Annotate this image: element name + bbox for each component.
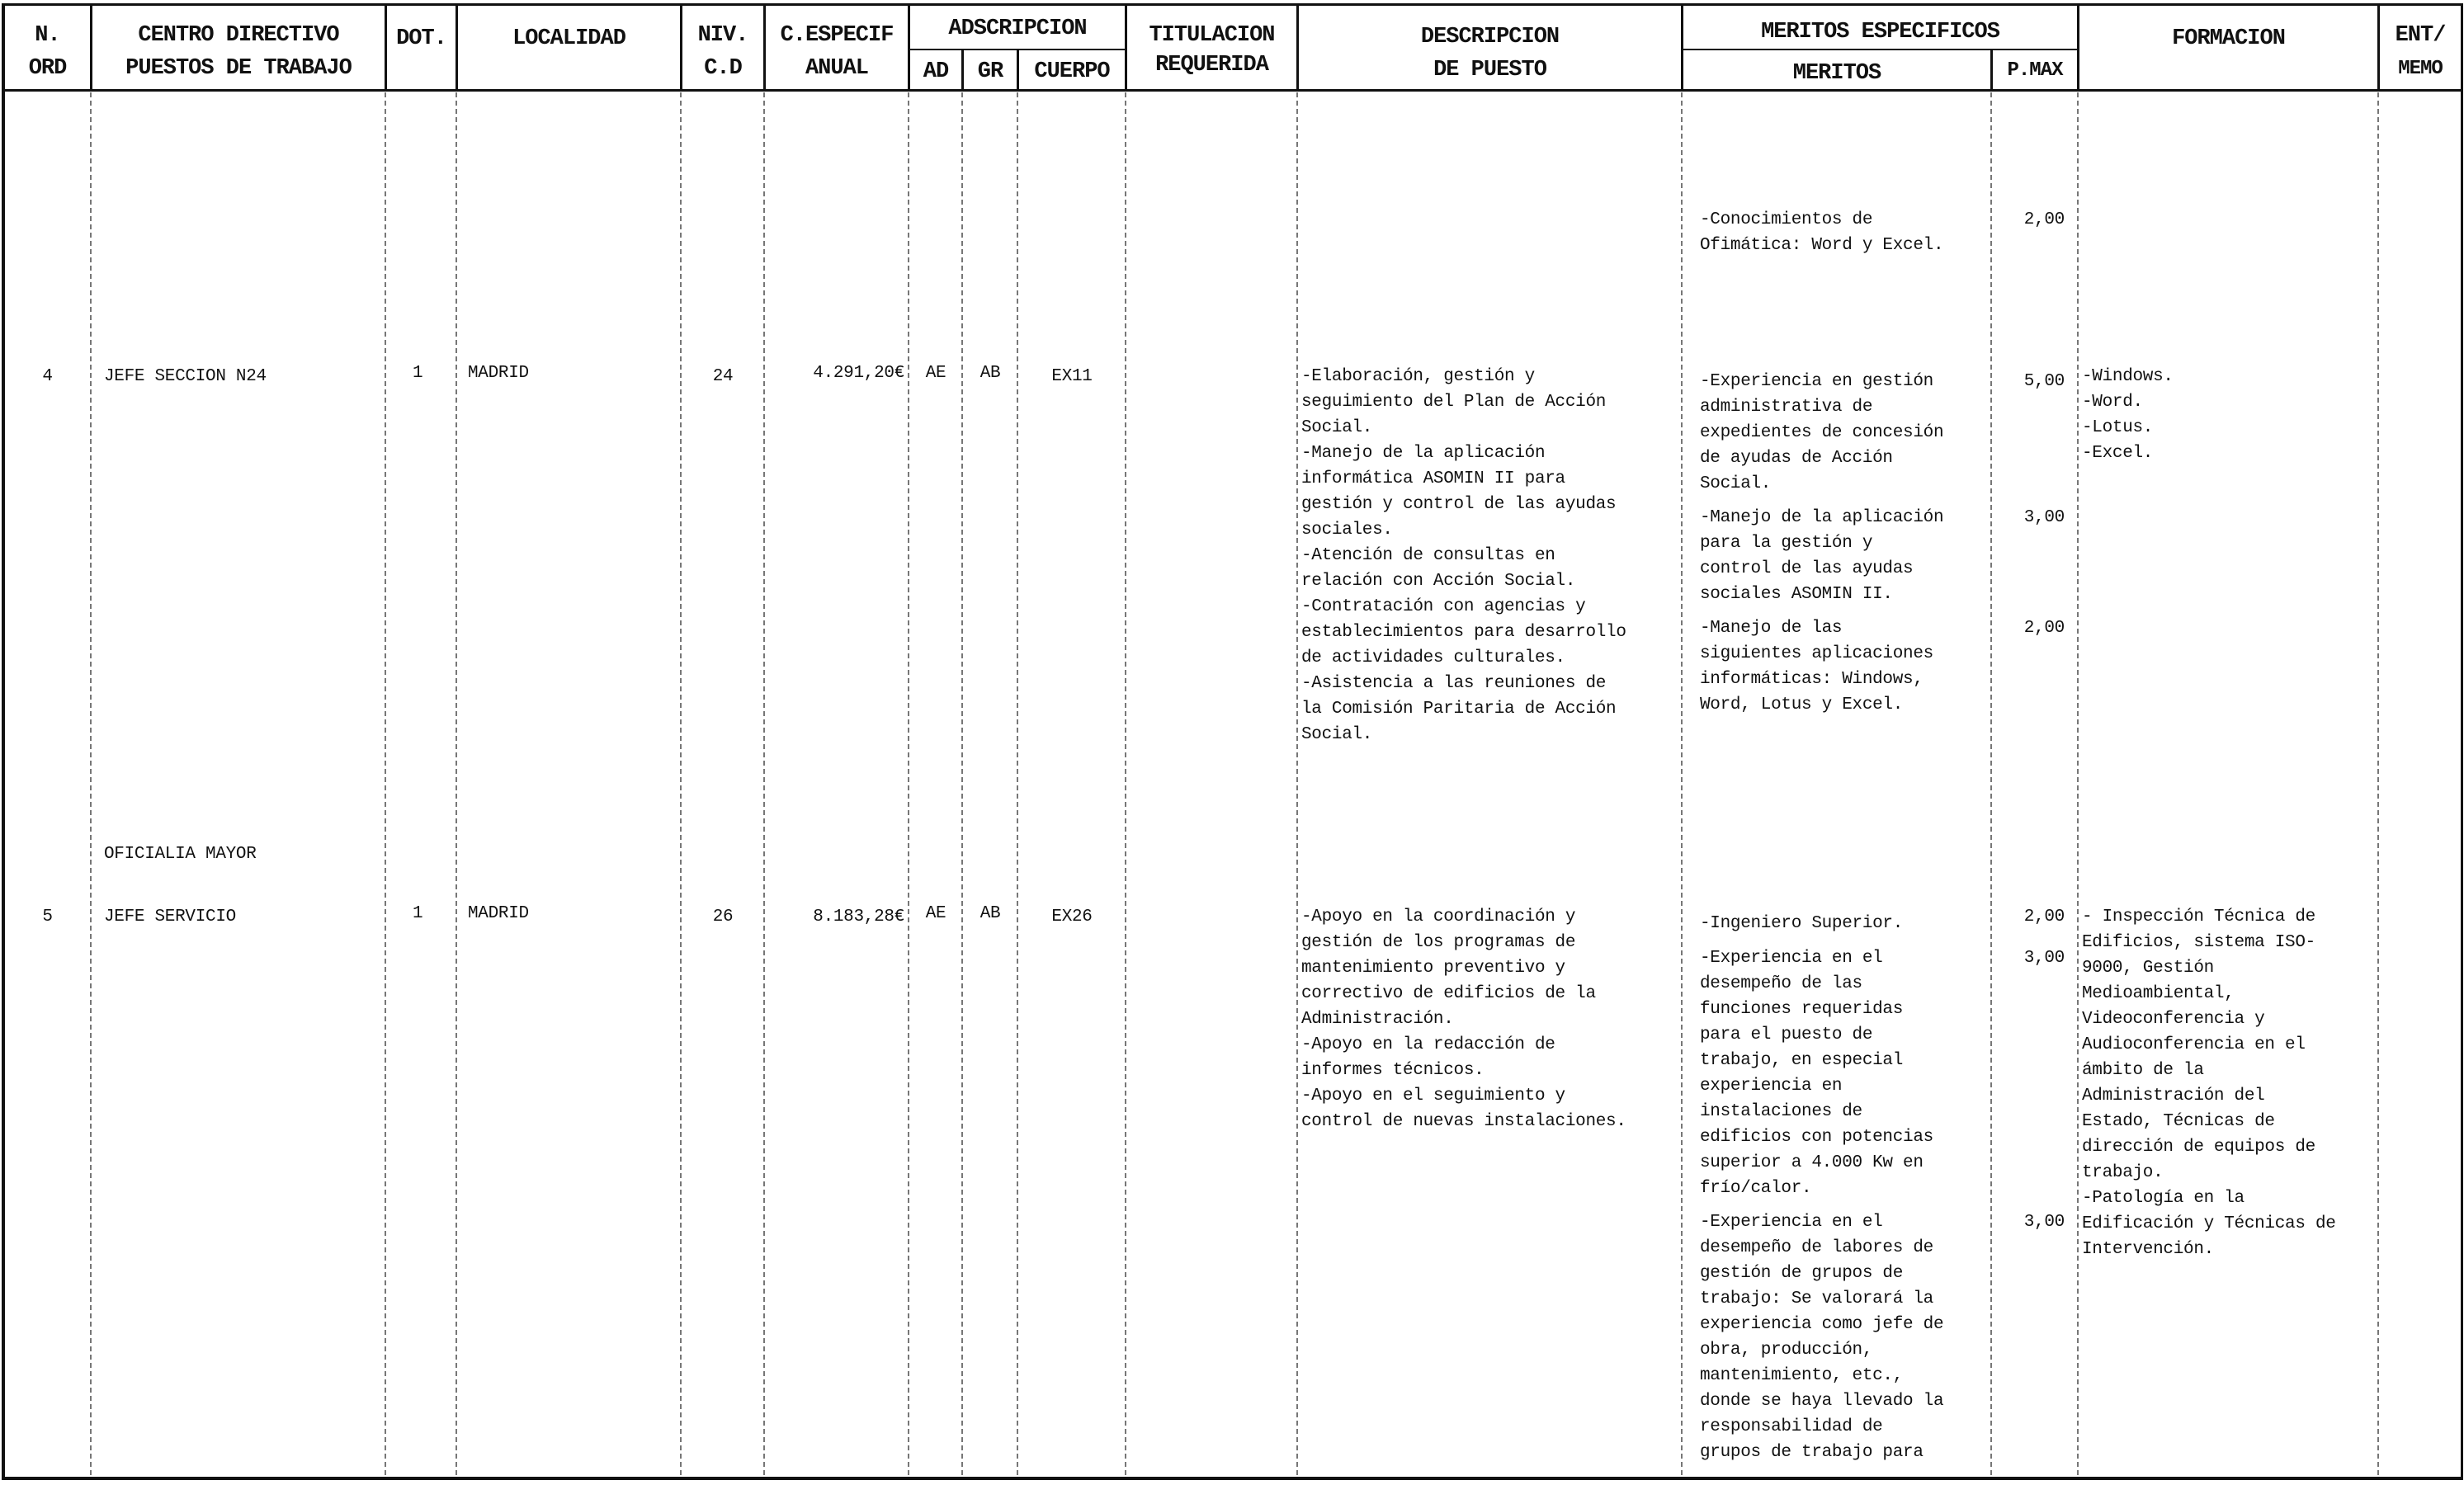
formacion: -Windows. -Word. -Lotus. -Excel. [2082,367,2174,463]
merito-text: -Experiencia en el desempeño de las funciones requeridas para el puesto de trabajo, en especial experiencia en instalaciones de edificios con potencias superior a 4.000 Kw en frío/calor. [1700,949,1933,1198]
merito-pmax: 2,00 [2023,908,2065,926]
complemento-especifico: 4.291,20€ [813,364,904,383]
header-dot: DOT. [396,26,446,51]
header-entmemo: ENT/ [2395,23,2446,48]
merito-text: -Conocimientos de Ofimática: Word y Excel. [1700,210,1944,255]
descripcion: -Apoyo en la coordinación y gestión de los programas de mantenimiento preventivo y correctivo de edificios de la Administración. -Apoyo en la redacción de informes técnicos. -Apoyo en el seguimiento y control de nuevas instalaciones. [1301,908,1626,1131]
adscripcion-ad: AE [925,364,946,383]
header-niv: C.D [704,56,742,81]
puesto: JEFE SERVICIO [104,908,236,926]
header-bottom-border [3,89,2462,92]
cuerpo: EX11 [1051,367,1093,386]
merito-pmax: 3,00 [2023,1213,2065,1232]
column-divider [1990,92,1992,1475]
header-gr: GR [977,59,1003,84]
centro-directivo: OFICIALIA MAYOR [104,845,257,864]
merito-text: -Manejo de las siguientes aplicaciones informáticas: Windows, Word, Lotus y Excel. [1700,619,1933,714]
column-divider [90,92,92,1475]
header-n-ord [5,56,90,81]
column-divider [908,92,909,1475]
header-localidad: LOCALIDAD [512,26,625,51]
header-cuerpo: CUERPO [1034,59,1110,84]
column-divider [680,92,682,1475]
column-divider [2377,92,2379,1475]
merito-text: -Ingeniero Superior. [1700,914,1904,933]
merito-text: -Manejo de la aplicación para la gestión y control de las ayudas sociales ASOMIN II. [1700,508,1944,604]
column-divider [1125,92,1126,1475]
header-n-ord [5,23,90,48]
row-number: 5 [42,908,53,926]
merito-pmax: 2,00 [2023,210,2065,229]
column-divider [456,92,457,1475]
header-centro: CENTRO DIRECTIVO [138,23,339,48]
puesto: JEFE SECCION N24 [104,367,267,386]
formacion: - Inspección Técnica de Edificios, sistema ISO- 9000, Gestión Medioambiental, Videoconferencia y Audioconferencia en el ámbito de la Administración del Estado, Técnicas de dirección de equipos de trabajo. -Patología en la Edificación y Técnicas de Intervención. [2082,908,2336,1259]
adscripcion-gr: AB [979,364,1001,383]
merito-pmax: 2,00 [2023,619,2065,638]
header-titulacion: REQUERIDA [1155,53,1268,78]
localidad: MADRID [468,904,529,923]
header-descripcion: DE PUESTO [1433,58,1546,82]
dotacion: 1 [413,904,423,923]
table-right-border [2461,3,2463,1480]
table-bottom-border [3,1477,2462,1480]
header-titulacion: TITULACION [1149,23,1275,48]
header-pmax: P.MAX [2007,59,2063,82]
column-divider [1296,92,1298,1475]
column-divider [763,92,765,1475]
row-number: 4 [42,367,53,386]
nivel: 26 [712,908,734,926]
adscripcion-ad: AE [925,904,946,923]
column-divider [1681,92,1683,1475]
header-adscripcion: ADSCRIPCION [948,16,1087,41]
cuerpo: EX26 [1051,908,1093,926]
adscripcion-gr: AB [979,904,1001,923]
column-divider [385,92,386,1475]
header-niv: NIV. [697,23,748,48]
table-left-border [2,3,5,1480]
header-meritos-especificos: MERITOS ESPECIFICOS [1761,20,1999,45]
merito-pmax: 3,00 [2023,508,2065,527]
header-label: N. [35,23,60,48]
column-divider [1017,92,1018,1475]
nivel: 24 [712,367,734,386]
descripcion: -Elaboración, gestión y seguimiento del Plan de Acción Social. -Manejo de la aplicación informática ASOMIN II para gestión y control de las ayudas sociales. -Atención de consultas en relación con Acción Social. -Contratación con agencias y establecimientos para desarrollo de actividades culturales. -Asistencia a las reuniones de la Comisión Paritaria de Acción Social. [1301,367,1626,744]
dotacion: 1 [413,364,423,383]
header-label: ORD [28,56,67,81]
table-top-border [3,3,2462,6]
merito-pmax: 5,00 [2023,372,2065,391]
header-formacion: FORMACION [2172,26,2285,51]
header-subdivider [1681,49,2077,50]
header-entmemo: MEMO [2398,58,2443,80]
complemento-especifico: 8.183,28€ [813,908,904,926]
header-centro: PUESTOS DE TRABAJO [125,56,352,81]
column-divider [2077,92,2079,1475]
header-ad: AD [923,59,949,84]
header-descripcion: DESCRIPCION [1420,25,1560,50]
header-cespecif: C.ESPECIF [780,23,894,48]
merito-pmax: 3,00 [2023,949,2065,968]
header-meritos: MERITOS [1792,61,1881,86]
merito-text: -Experiencia en gestión administrativa de expedientes de concesión de ayudas de Acción Social. [1700,372,1944,493]
header-cespecif: ANUAL [805,56,868,81]
localidad: MADRID [468,364,529,383]
column-divider [961,92,963,1475]
merito-text: -Experiencia en el desempeño de labores de gestión de grupos de trabajo: Se valorará la experiencia como jefe de obra, producción, mantenimiento, etc., donde se haya llevado la responsabilidad de grupos de trabajo para [1700,1213,1944,1462]
